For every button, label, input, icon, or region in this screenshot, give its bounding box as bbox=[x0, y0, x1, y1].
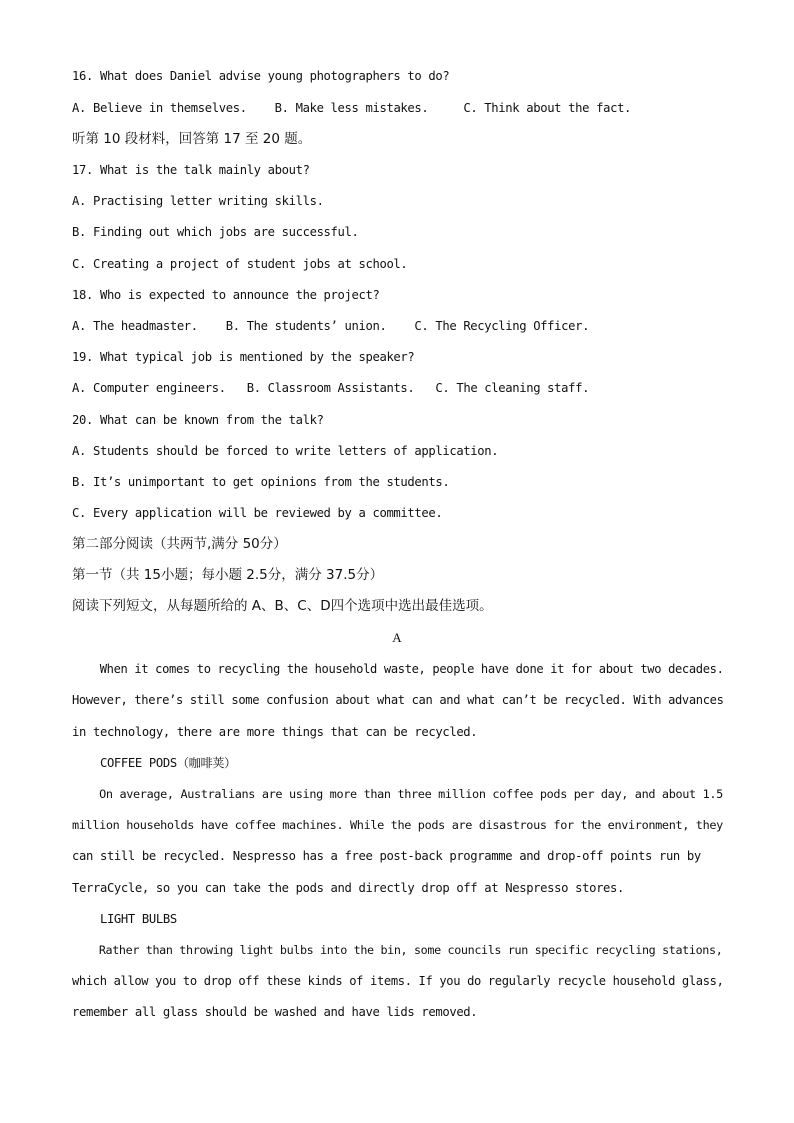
question-20-option-a: A. Students should be forced to write letters of application. bbox=[72, 444, 499, 458]
passage-label: A bbox=[392, 630, 402, 645]
coffee-pods-line: can still be recycled. Nespresso has a free post-back programme and drop-off points run by bbox=[72, 849, 701, 863]
question-16-options bbox=[72, 100, 631, 116]
section-10-note: 听第 10 段材料，回答第 17 至 20 题。 bbox=[72, 131, 312, 147]
coffee-pods-line: On average, Australians are using more than three million coffee pods per day, and about 1.5 bbox=[72, 787, 723, 801]
question-19-options bbox=[72, 380, 589, 396]
question-17-option-c: C. Creating a project of student jobs at school. bbox=[72, 257, 408, 271]
option-b: B. Make less mistakes. bbox=[274, 101, 429, 115]
option-c: C. The Recycling Officer. bbox=[414, 319, 590, 333]
reading-instruction: 阅读下列短文，从每题所给的 A、B、C、D四个选项中选出最佳选项。 bbox=[72, 598, 493, 614]
option-a: A. Believe in themselves. bbox=[72, 101, 247, 115]
light-bulbs-heading: LIGHT BULBS bbox=[72, 912, 177, 926]
option-b: B. Classroom Assistants. bbox=[246, 381, 415, 395]
question-20-option-c: C. Every application will be reviewed by a committee. bbox=[72, 506, 443, 520]
part-2-heading: 第二部分阅读（共两节,满分 50分） bbox=[72, 536, 287, 552]
coffee-pods-heading: COFFEE PODS（咖啡荚） bbox=[72, 756, 237, 770]
section-1-heading: 第一节（共 15小题；每小题 2.5分，满分 37.5分） bbox=[72, 567, 384, 583]
option-a: A. The headmaster. bbox=[72, 319, 198, 333]
question-18-options bbox=[72, 318, 589, 334]
light-bulbs-line: Rather than throwing light bulbs into the bin, some councils run specific recycling stations, bbox=[72, 943, 723, 957]
passage-intro-line: However, there’s still some confusion about what can and what can’t be recycled. With advances bbox=[72, 693, 724, 707]
option-c: C. The cleaning staff. bbox=[435, 381, 590, 395]
question-17-option-b: B. Finding out which jobs are successful. bbox=[72, 225, 359, 239]
option-b: B. The students’ union. bbox=[225, 319, 387, 333]
question-19: 19. What typical job is mentioned by the speaker? bbox=[72, 350, 415, 364]
question-18: 18. Who is expected to announce the project? bbox=[72, 288, 380, 302]
question-17-option-a: A. Practising letter writing skills. bbox=[72, 194, 324, 208]
passage-intro-line: When it comes to recycling the household waste, people have done it for about two decades. bbox=[72, 662, 724, 676]
light-bulbs-line: which allow you to drop off these kinds of items. If you do regularly recycle household glass, bbox=[72, 974, 724, 988]
option-a: A. Computer engineers. bbox=[72, 381, 226, 395]
option-c: C. Think about the fact. bbox=[463, 101, 632, 115]
question-20: 20. What can be known from the talk? bbox=[72, 413, 324, 427]
question-16: 16. What does Daniel advise young photographers to do? bbox=[72, 69, 450, 83]
light-bulbs-line: remember all glass should be washed and have lids removed. bbox=[72, 1005, 478, 1019]
coffee-pods-line: TerraCycle, so you can take the pods and directly drop off at Nespresso stores. bbox=[72, 881, 625, 895]
question-20-option-b: B. It’s unimportant to get opinions from the students. bbox=[72, 475, 450, 489]
question-17: 17. What is the talk mainly about? bbox=[72, 163, 310, 177]
coffee-pods-line: million households have coffee machines. While the pods are disastrous for the environment, they bbox=[72, 818, 723, 832]
passage-intro-line: in technology, there are more things that can be recycled. bbox=[72, 725, 478, 739]
